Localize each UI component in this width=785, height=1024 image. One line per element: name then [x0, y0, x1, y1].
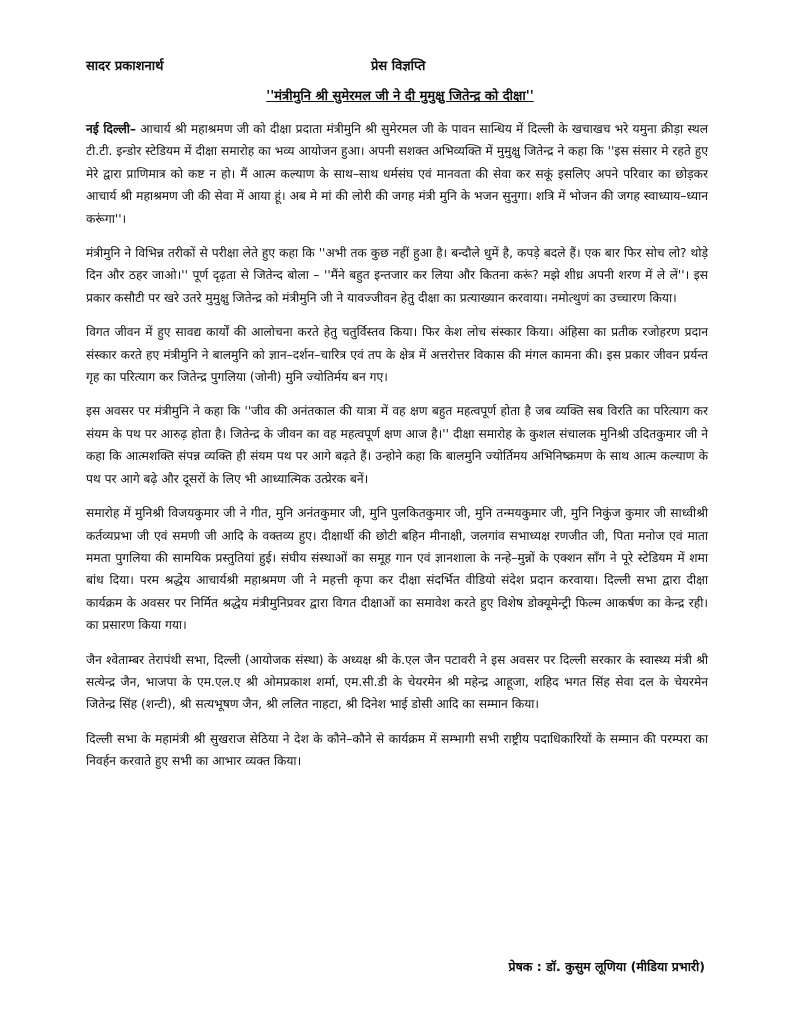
sender-signature: प्रेषक : डॉ. कुसुम लूणिया (मीडिया प्रभारी): [508, 959, 705, 974]
press-release-label: प्रेस विज्ञप्ति: [371, 59, 426, 74]
paragraph-6: जैन श्वेताम्बर तेरापंथी सभा, दिल्ली (आयोजक संस्था) के अध्यक्ष श्री के.एल जैन पटावरी ने इस अवसर पर दिल्ली सरकार के स्वास्थ्य मंत्री श्री सत्येन्द्र जैन, भाजपा के एम.एल.ए श्री ओमप्रकाश शर्मा, एम.सी.डी के चेयरमेन श्री महेन्द्र आहूजा, शहिद भगत सिंह सेवा दल के चेयरमेन जितेन्द्र सिंह (शन्टी), श्री सत्यभूषण जैन, श्री ललित नाहटा, श्री दिनेश भाई डोसी आदि का सम्मान किया।: [86, 652, 708, 712]
paragraph-1-text: आचार्य श्री महाश्रमण जी को दीक्षा प्रदाता मंत्रीमुनि श्री सुमेरमल जी के पावन सान्धिय में दिल्ली के खचाखच भरे यमुना क्रीड़ा स्थल टी.टी. इन्डोर स्टेडियम में दीक्षा समारोह का भव्य आयोजन हुआ। अपनी सशक्त अभिव्यक्ति में मुमुक्षु जितेन्द्र ने कहा कि ''इस संसार मे रहते हुए मेरे द्वारा प्राणिमात्र को कष्ट न हो। मैं आत्म कल्याण के साथ–साथ धर्मसंघ एवं मानवता की सेवा कर सकूं इसलिए अपने परिवार का छोड़कर आचार्य श्री महाश्रमण जी की सेवा में आया हूं। अब मे मां की लोरी की जगह मंत्री मुनि के भजन सुनुगा। शत्रि में भोजन की जगह स्वाध्याय–ध्यान करूंगा''।: [86, 122, 708, 226]
publication-request-label: सादर प्रकाशनार्थ: [86, 59, 164, 74]
paragraph-1: [86, 118, 708, 230]
headline: ''मंत्रीमुनि श्री सुमेरमल जी ने दी मुमुक्षु जितेन्द्र को दीक्षा'': [266, 89, 534, 104]
paragraph-4: इस अवसर पर मंत्रीमुनि ने कहा कि ''जीव की अनंतकाल की यात्रा में वह क्षण बहुत महत्वपूर्ण होता है जब व्यक्ति सब विरति का परित्याग कर संयम के पथ पर आरुढ़ होता है। जितेन्द्र के जीवन का वह महत्वपूर्ण क्षण आज है।'' दीक्षा समारोह के कुशल संचालक मुनिश्री उदितकुमार जी ने कहा कि आत्मशक्ति संपन्न व्यक्ति ही संयम पथ पर आगे बढ़ते हैं। उन्होने कहा कि बालमुनि ज्योर्तिमय अभिनिष्क्रमण के साथ आत्म कल्याण के पथ पर आगे बढ़े और दूसरों के लिए भी आध्यात्मिक उत्प्रेरक बनें।: [86, 404, 708, 486]
paragraph-3: विगत जीवन में हुए सावद्य कार्यों की आलोचना करते हेतु चतुर्विस्तव किया। फिर केश लोच संस्कार किया। अंहिसा का प्रतीक रजोहरण प्रदान संस्कार करते हए मंत्रीमुनि ने बालमुनि को ज्ञान–दर्शन–चारित्र एवं तप के क्षेत्र में अत्तरोत्तर विकास की मंगल कामना की। इस प्रकार जीवन प्रर्यन्त गृह का परित्याग कर जितेन्द्र पुगलिया (जोनी) मुनि ज्योतिर्मय बन गए।: [86, 325, 708, 385]
paragraph-7: दिल्ली सभा के महामंत्री श्री सुखराज सेठिया ने देश के कौने–कौने से कार्यक्रम में सम्भागी सभी राष्ट्रीय पदाधिकारियों के सम्मान की परम्परा का निवर्हन करवाते हुए सभी का आभार व्यक्त किया।: [86, 731, 708, 769]
dateline: नई दिल्ली–: [86, 122, 136, 136]
paragraph-2: मंत्रीमुनि ने विभिन्न तरीकों से परीक्षा लेते हुए कहा कि ''अभी तक कुछ नहीं हुआ है। बन्दौले धुमें है, कपड़े बदले हैं। एक बार फिर सोच लो? थोड़े दिन और ठहर जाओ।'' पूर्ण दृढ़ता से जितेन्द बोला – ''मैंने बहुत इन्तजार कर लिया और कितना करूं? मझे शीध्र अपनी शरण में ले लें''। इस प्रकार कसौटी पर खरे उतरे मुमुक्षु जितेन्द्र को मंत्रीमुनि जी ने यावज्जीवन हेतु दीक्षा का प्रत्याख्यान करवाया। नमोत्थुणं का उच्चारण किया।: [86, 246, 708, 305]
article-body: [86, 118, 708, 785]
paragraph-5: समारोह में मुनिश्री विजयकुमार जी ने गीत, मुनि अनंतकुमार जी, मुनि पुलकितकुमार जी, मुनि तन्मयकुमार जी, मुनि निकुंज कुमार जी साध्वीश्री कर्तव्यप्रभा जी एवं समणी जी आदि के वक्तव्य हुए। दीक्षार्थी की छोटी बहिन मीनाक्षी, जलगांव सभाध्यक्ष रणजीत जी, पिता मनोज एवं माता ममता पुगलिया की सामयिक प्रस्तुतियां हुई। संघीय संस्थाओं का समूह गान एवं ज्ञानशाला के नन्हे–मुन्नों के एक्शन सॉंग ने पूरे स्टेडियम में शमा बांध दिया। परम श्रद्धेय आचार्यश्री महाश्रमण जी ने महत्ती कृपा कर दीक्षा संदर्भित वीडियो संदेश प्रदान करवाया। दिल्ली सभा द्वारा दीक्षा कार्यक्रम के अवसर पर निर्मित श्रद्धेय मंत्रीमुनिप्रवर द्वारा विगत दीक्षाओं का समावेश करते हुए विशेष डोक्यूमेन्ट्री फिल्म आकर्षण का केन्द्र रही।का प्रसारण किया गया।: [86, 506, 708, 633]
header-row: [86, 56, 706, 76]
